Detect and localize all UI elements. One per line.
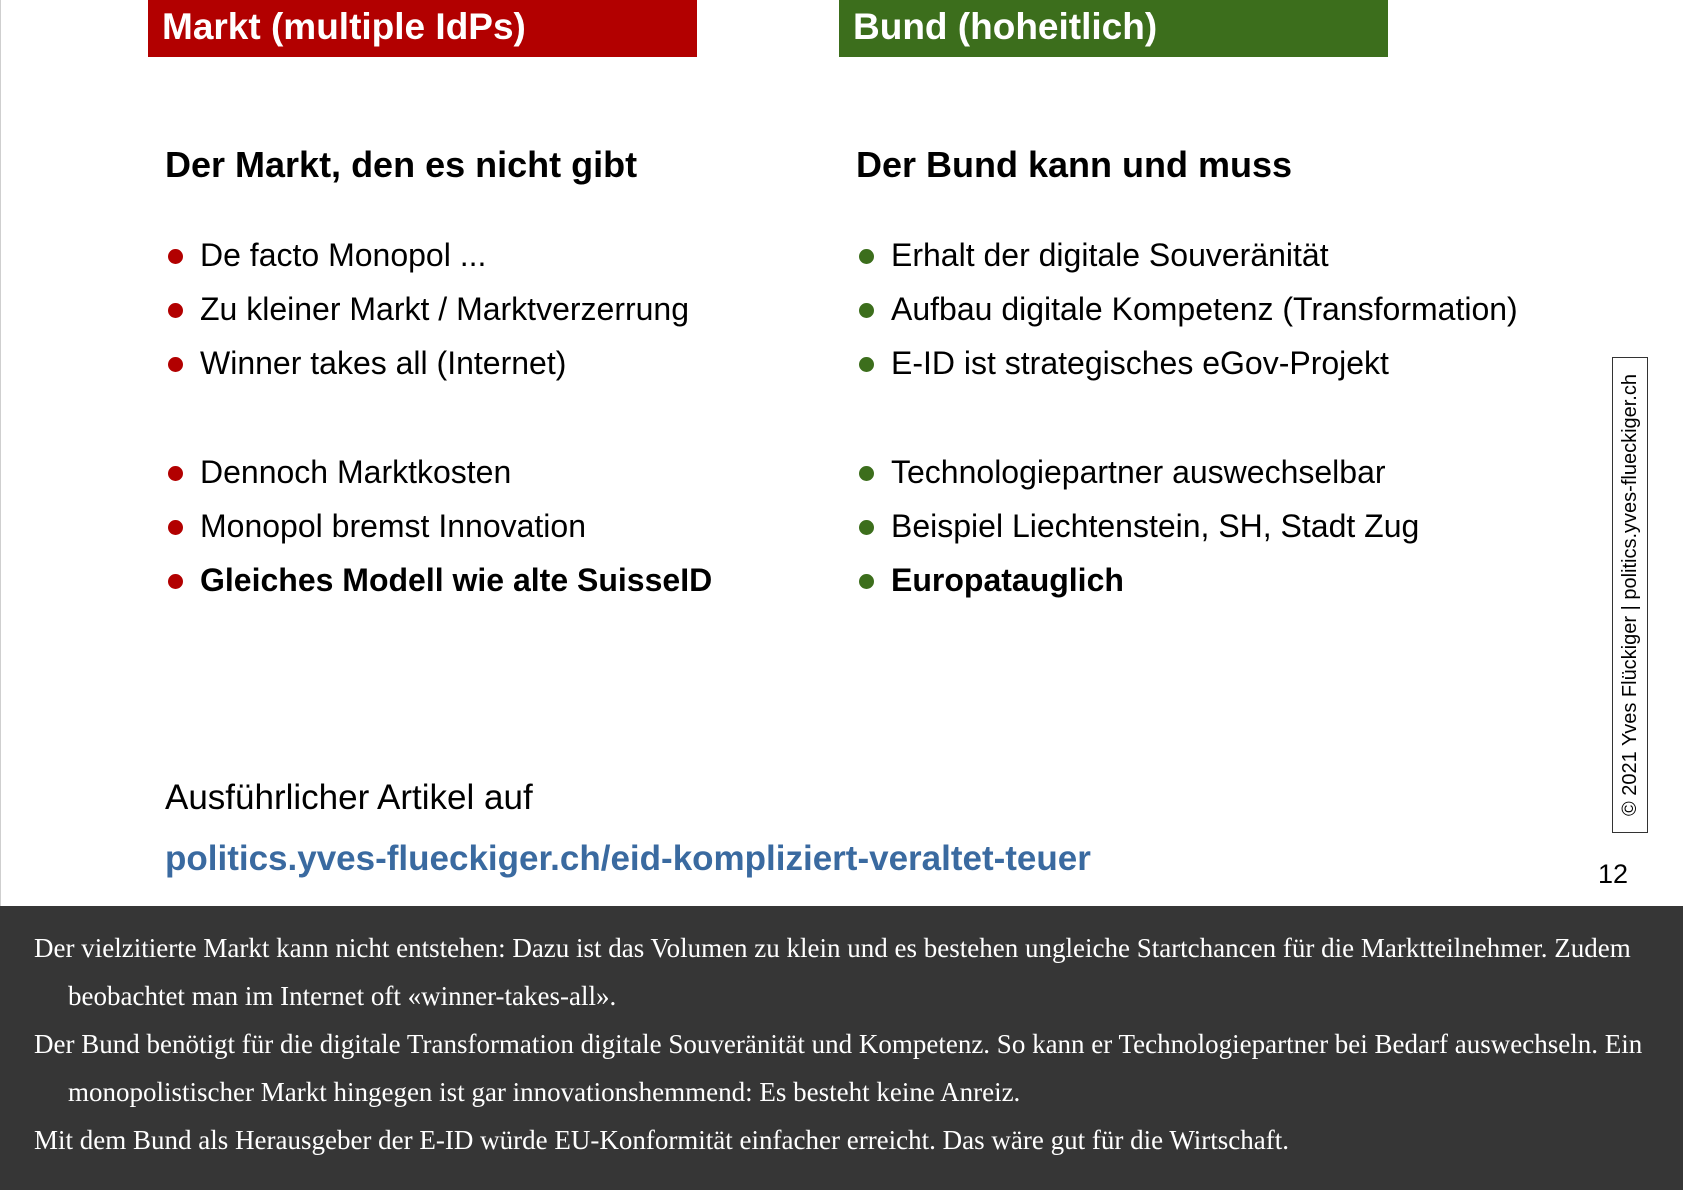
green-bullet-icon (859, 303, 874, 318)
green-bullet-icon (859, 466, 874, 481)
red-bullet-icon (168, 303, 183, 318)
market-column-title: Der Markt, den es nicht gibt (165, 144, 638, 185)
green-bullet-icon (859, 520, 874, 535)
page-number: 12 (1598, 859, 1629, 889)
bullet-item (165, 336, 845, 390)
speaker-note-paragraph: Der vielzitierte Markt kann nicht entstehen: Dazu ist das Volumen zu klein und es bestehen ungleiche Startchancen für die Marktteilnehmer. Zudem beobachtet man im Internet oft «winner-takes-all». (34, 933, 1631, 1011)
federal-bullets-group-2 (856, 445, 1536, 607)
bullet-item (165, 499, 845, 553)
bullet-text: E-ID ist strategisches eGov-Projekt (891, 345, 1389, 381)
bullet-text: Erhalt der digitale Souveränität (891, 237, 1329, 273)
bullet-item (856, 445, 1536, 499)
slide-left-border (0, 0, 1, 906)
bullet-text: Winner takes all (Internet) (200, 345, 567, 381)
federal-column (856, 138, 1536, 607)
market-bullets-group-1 (165, 228, 845, 390)
bullet-item (165, 282, 845, 336)
green-bullet-icon (859, 574, 874, 589)
red-bullet-icon (168, 574, 183, 589)
bullet-text: Beispiel Liechtenstein, SH, Stadt Zug (891, 508, 1420, 544)
bullet-text: Zu kleiner Markt / Marktverzerrung (200, 291, 690, 327)
green-bullet-icon (859, 249, 874, 264)
market-column-header: Markt (multiple IdPs) (148, 0, 697, 57)
article-link[interactable]: politics.yves-flueckiger.ch/eid-kompliziert-veraltet-teuer (165, 839, 1091, 878)
speaker-notes-panel (0, 906, 1683, 1190)
bullet-text: Dennoch Marktkosten (200, 454, 512, 490)
bullet-text: Gleiches Modell wie alte SuisseID (200, 562, 713, 598)
federal-column-title: Der Bund kann und muss (856, 144, 1293, 185)
bullet-item (165, 228, 845, 282)
market-bullets-group-2 (165, 445, 845, 607)
green-bullet-icon (859, 357, 874, 372)
market-column (165, 138, 845, 607)
bullet-item (856, 499, 1536, 553)
speaker-note-paragraph: Der Bund benötigt für die digitale Transformation digitale Souveränität und Kompetenz. So kann er Technologiepartner bei Bedarf auswechseln. Ein monopolistischer Markt hingegen ist gar innovationshemmend: Es besteht keine Anreiz. (34, 1029, 1643, 1107)
copyright-box (1612, 357, 1648, 833)
bullet-item-emphasis (165, 553, 845, 607)
bullet-item (856, 336, 1536, 390)
bullet-text: Technologiepartner auswechselbar (891, 454, 1386, 490)
red-bullet-icon (168, 520, 183, 535)
copyright-text: © 2021 Yves Flückiger | politics.yves-flueckiger.ch (1619, 374, 1641, 816)
red-bullet-icon (168, 357, 183, 372)
bullet-text: De facto Monopol ... (200, 237, 487, 273)
bullet-item-emphasis (856, 553, 1536, 607)
federal-bullets-group-1 (856, 228, 1536, 390)
speaker-note-paragraph: Mit dem Bund als Herausgeber der E-ID würde EU-Konformität einfacher erreicht. Das wäre gut für die Wirtschaft. (34, 1125, 1289, 1155)
bullet-text: Monopol bremst Innovation (200, 508, 586, 544)
article-label: Ausführlicher Artikel auf (165, 778, 533, 817)
bullet-item (856, 228, 1536, 282)
bullet-item (165, 445, 845, 499)
federal-column-header: Bund (hoheitlich) (839, 0, 1388, 57)
bullet-text: Europatauglich (891, 562, 1124, 598)
red-bullet-icon (168, 466, 183, 481)
bullet-item (856, 282, 1536, 336)
red-bullet-icon (168, 249, 183, 264)
bullet-text: Aufbau digitale Kompetenz (Transformation) (891, 291, 1518, 327)
